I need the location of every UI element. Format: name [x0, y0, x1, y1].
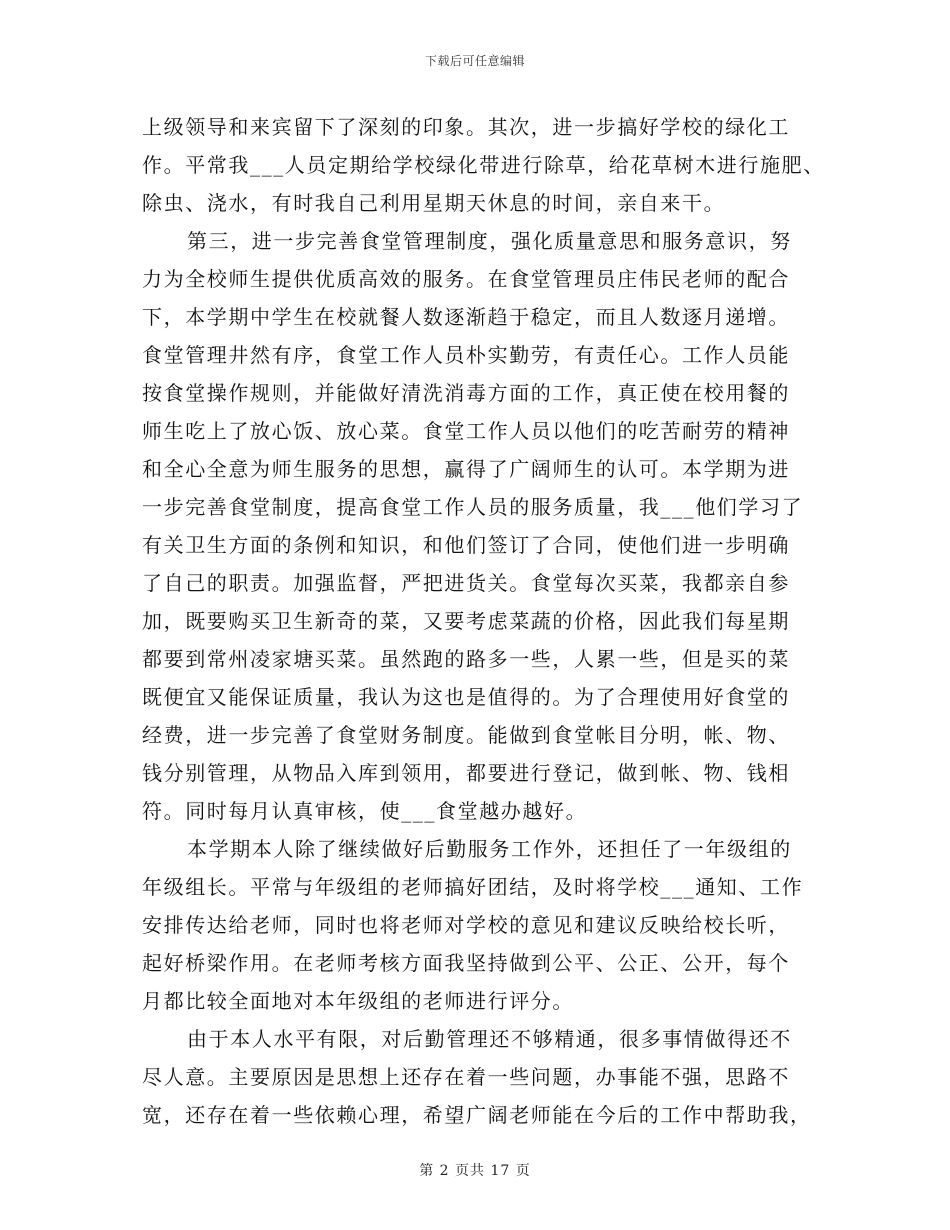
page-number: 第 2 页共 17 页 [419, 1163, 531, 1179]
text-line: 师生吃上了放心饭、放心菜。食堂工作人员以他们的吃苦耐劳的精神 [142, 419, 790, 443]
text-line: 符。同时每月认真审核，使___食堂越办越好。 [142, 799, 588, 823]
text-line: 作。平常我___人员定期给学校绿化带进行除草，给花草树木进行施肥、 [142, 153, 825, 177]
text-line: 一步完善食堂制度，提高食堂工作人员的服务质量，我___他们学习了 [142, 495, 804, 519]
paragraph-start-line: 由于本人水平有限，对后勤管理还不够精通，很多事情做得还不 [187, 1027, 792, 1051]
text-line: 食堂管理井然有序，食堂工作人员朴实勤劳，有责任心。工作人员能 [142, 343, 790, 367]
text-line: 力为全校师生提供优质高效的服务。在食堂管理员庄伟民老师的配合 [142, 267, 790, 291]
paragraph-start-line: 第三，进一步完善食堂管理制度，强化质量意思和服务意识，努 [187, 229, 792, 253]
paragraph-start-line: 本学期本人除了继续做好后勤服务工作外，还担任了一年级组的 [187, 837, 792, 861]
text-line: 钱分别管理，从物品入库到领用，都要进行登记，做到帐、物、钱相 [142, 761, 790, 785]
text-line: 月都比较全面地对本年级组的老师进行评分。 [142, 989, 574, 1013]
text-line: 除虫、浇水，有时我自己利用星期天休息的时间，亲自来干。 [142, 191, 726, 215]
text-line: 安排传达给老师，同时也将老师对学校的意见和建议反映给校长听， [142, 913, 790, 937]
text-line: 起好桥梁作用。在老师考核方面我坚持做到公平、公正、公开，每个 [142, 951, 790, 975]
text-line: 经费，进一步完善了食堂财务制度。能做到食堂帐目分明，帐、物、 [142, 723, 790, 747]
text-line: 年级组长。平常与年级组的老师搞好团结，及时将学校___通知、工作 [142, 875, 804, 899]
text-line: 上级领导和来宾留下了深刻的印象。其次，进一步搞好学校的绿化工 [142, 115, 790, 139]
text-line: 和全心全意为师生服务的思想，赢得了广阔师生的认可。本学期为进 [142, 457, 790, 481]
text-line: 下，本学期中学生在校就餐人数逐渐趋于稳定，而且人数逐月递增。 [142, 305, 790, 329]
text-line: 都要到常州凌家塘买菜。虽然跑的路多一些，人累一些，但是买的菜 [142, 647, 790, 671]
page-header: 下载后可任意编辑 [424, 54, 525, 68]
text-line: 尽人意。主要原因是思想上还存在着一些问题，办事能不强，思路不 [142, 1065, 790, 1089]
text-line: 有关卫生方面的条例和知识，和他们签订了合同，使他们进一步明确 [142, 533, 790, 557]
text-line: 了自己的职责。加强监督，严把进货关。食堂每次买菜，我都亲自参 [142, 571, 790, 595]
text-line: 既便宜又能保证质量，我认为这也是值得的。为了合理使用好食堂的 [142, 685, 790, 709]
text-line: 按食堂操作规则，并能做好清洗消毒方面的工作，真正使在校用餐的 [142, 381, 790, 405]
text-line: 宽，还存在着一些依赖心理，希望广阔老师能在今后的工作中帮助我， [142, 1103, 812, 1127]
document-body [142, 108, 825, 1134]
text-line: 加，既要购买卫生新奇的菜，又要考虑菜蔬的价格，因此我们每星期 [142, 609, 790, 633]
